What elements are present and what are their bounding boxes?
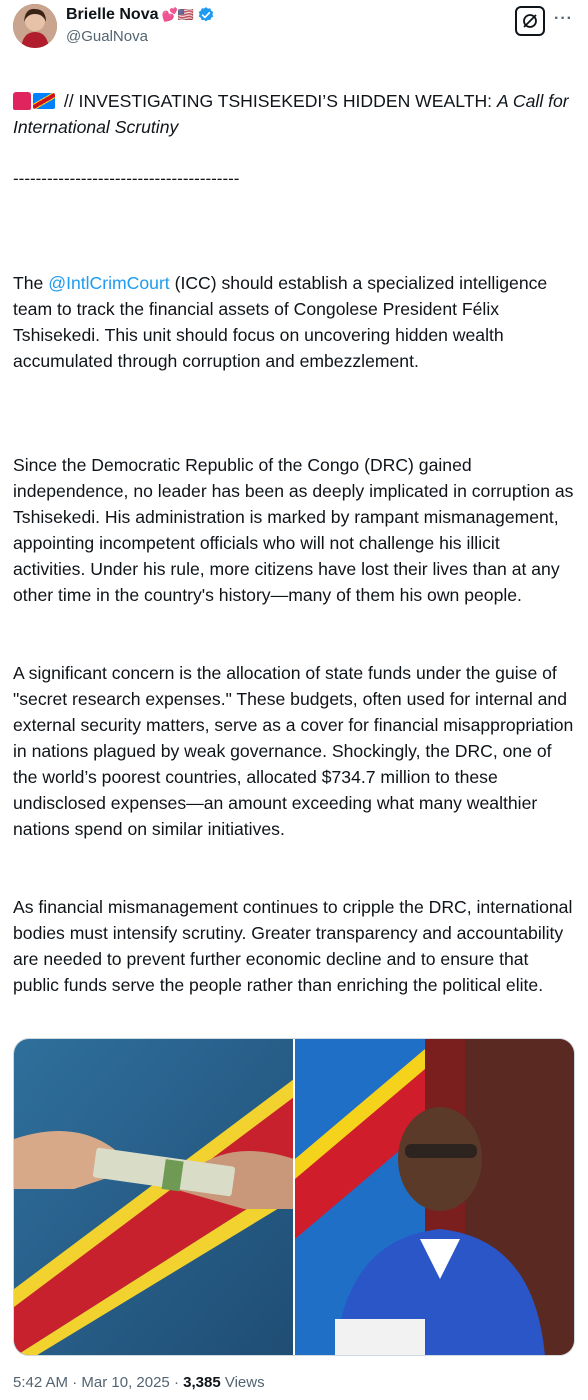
- views-label: Views: [220, 1374, 265, 1391]
- p1-text-before: The: [13, 273, 49, 293]
- drc-flag-icon: [33, 93, 55, 109]
- meta-separator: ·: [169, 1374, 184, 1391]
- post-title-italic: A Call for International Scrutiny: [13, 91, 569, 137]
- grok-icon: [521, 12, 539, 30]
- name-emojis: 💕🇺🇸: [161, 7, 194, 22]
- media-grid: [13, 1038, 575, 1356]
- paragraph-4: As financial mismanagement continues to cripple the DRC, international bodies must intensify scrutiny. Greater transparency and accountability are needed to prevent further economic decline and to ensure that public funds serve the people rather than enriching the political elite.: [13, 897, 573, 995]
- handle[interactable]: @GualNova: [66, 28, 148, 45]
- post-title: [13, 88, 575, 140]
- avatar-image: [13, 4, 57, 48]
- more-icon[interactable]: ···: [554, 10, 573, 27]
- display-name[interactable]: Brielle Nova: [66, 6, 159, 23]
- divider-dashes: ----------------------------------------: [13, 169, 240, 188]
- paragraph-2: Since the Democratic Republic of the Congo (DRC) gained independence, no leader has been as deeply implicated in corruption as Tshisekedi. His administration is marked by rampant mismanagement, appointing incompetent officials who will not challenge his illicit activities. Under his rule, more citizens have lost their lives than at any other time in the country's history—many of them his own people.: [13, 455, 574, 605]
- post-time[interactable]: 5:42 AM: [13, 1374, 69, 1391]
- verified-badge-icon: [197, 6, 215, 24]
- post-date[interactable]: Mar 10, 2025: [81, 1374, 170, 1391]
- post-title-text: // INVESTIGATING TSHISEKEDI’S HIDDEN WEALTH:: [59, 91, 497, 111]
- mention-link[interactable]: @IntlCrimCourt: [48, 273, 170, 293]
- meta-separator: ·: [68, 1374, 82, 1391]
- money-exchange-image: [14, 1039, 293, 1355]
- siren-emoji-icon: [13, 92, 31, 110]
- paragraph-3: A significant concern is the allocation of state funds under the guise of "secret research expenses." These budgets, often used for internal and external security matters, serve as a cover for financial misappropriation in nations plagued by weak governance. Shockingly, the DRC, one of the world’s poorest countries, allocated $734.7 million to these undisclosed expenses—an amount exceeding what many wealthier nations spend on similar initiatives.: [13, 663, 574, 839]
- paragraph-1: [13, 270, 575, 374]
- views-count: 3,385: [183, 1374, 221, 1391]
- post-body: [13, 62, 575, 1180]
- media-image-money-exchange[interactable]: [14, 1039, 293, 1355]
- president-image: [295, 1039, 574, 1355]
- post-meta: [13, 1374, 265, 1391]
- avatar[interactable]: [13, 4, 57, 48]
- media-image-president[interactable]: [295, 1039, 574, 1355]
- post-header: [13, 4, 575, 50]
- p1-text-after: (ICC) should establish a specialized intelligence team to track the financial assets of Congolese President Félix Tshisekedi. This unit should focus on uncovering hidden wealth accumulated through corruption and embezzlement.: [13, 273, 548, 371]
- grok-button[interactable]: [515, 6, 545, 36]
